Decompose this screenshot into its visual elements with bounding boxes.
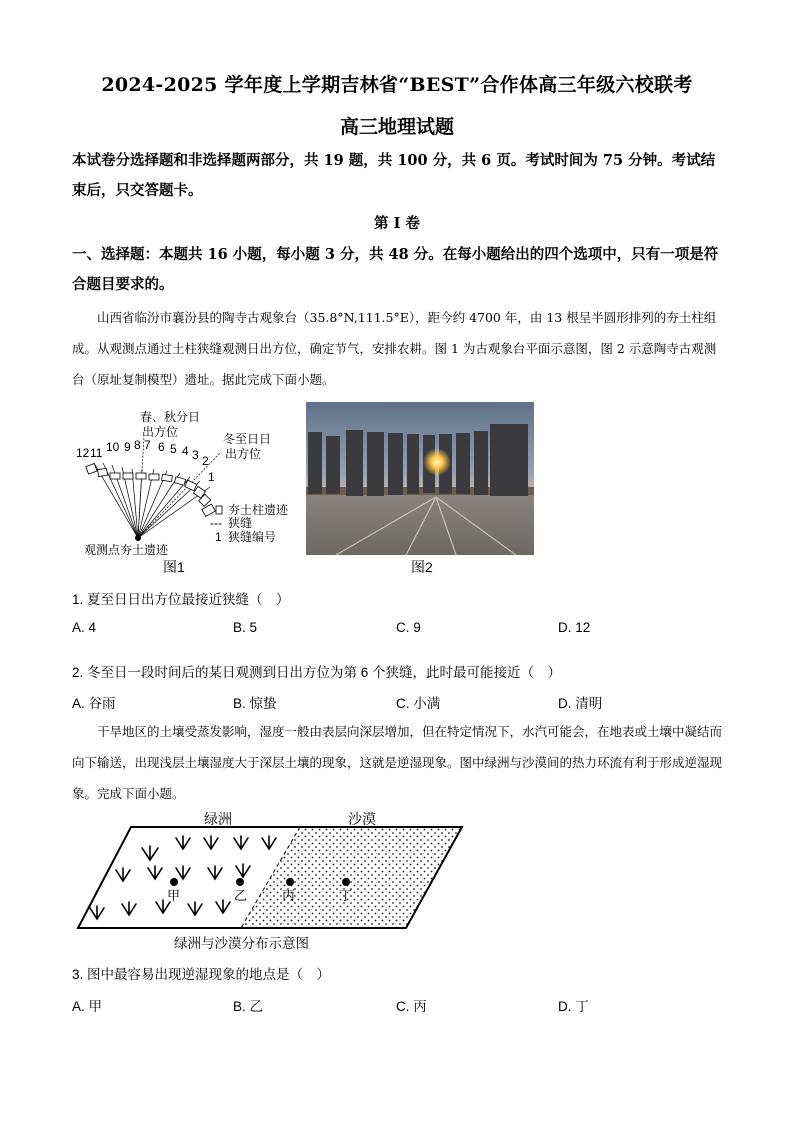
slit-number: 7 [144,438,151,452]
volume-heading: 第 I 卷 [374,215,420,232]
point-ding [342,878,350,886]
slit-number: 2 [202,454,209,468]
ground [306,492,534,555]
sun-glow [423,448,451,476]
slit-number: 6 [158,440,165,454]
winter-solstice-label: 冬至日日 [223,432,272,446]
point-jia-label: 甲 [167,888,181,903]
question-3-stem: 3. 图中最容易出现逆湿现象的地点是（ ） [72,967,331,982]
point-yi [236,878,244,886]
slit-number: 3 [192,448,199,462]
slit-number: 10 [106,440,120,454]
question-2-stem: 2. 冬至日一段时间后的某日观测到日出方位为第 6 个狭缝，此时最可能接近（ ） [72,665,562,680]
legend-pillar-symbol [216,506,222,514]
figure-2-photo [306,402,534,555]
section-heading: 一、选择题：本题共 16 小题，每小题 3 分，共 48 分。在每小题给出的四个选项中，只有一项是符合题目要求的。 [72,246,719,293]
observer-label: 观测点夯土遗迹 [84,543,169,557]
point-yi-label: 乙 [234,888,248,903]
material-paragraph-1: 山西省临汾市襄汾县的陶寺古观象台（35.8°N,111.5°E），距今约 4700 年，由 13 根呈半圆形排列的夯土柱组成。从观测点通过土柱狭缝观测日出方位，确定节气，安排农耕。图 1 为古观象台平面示意图，图 2 示意陶寺古观测台（原址复制模型）遗址。据此完成下面小题。 [72,310,717,387]
oasis-label: 绿洲 [204,811,232,827]
equinox-label: 春、秋分日 [140,410,201,424]
question-2-option-a[interactable]: A. 谷雨 [72,696,116,711]
legend-number-label: 狭缝编号 [228,530,277,544]
legend-slit-symbol: --- [210,516,222,530]
question-2-option-b[interactable]: B. 惊蛰 [233,696,277,711]
legend-pillar-label: 夯土柱遗迹 [228,503,289,517]
figure-1-diagram [76,405,308,565]
desert-label: 沙漠 [348,811,376,827]
material-paragraph-2: 干旱地区的土壤受蒸发影响，湿度一般由表层向深层增加，但在特定情况下，水汽可能会，在地表或土壤中凝结而向下输送，出现浅层土壤湿度大于深层土壤的现象，这就是逆湿现象。图中绿洲与沙漠间的热力环流有利于形成逆湿现象。完成下面小题。 [72,724,723,801]
question-3-option-b[interactable]: B. 乙 [233,999,264,1014]
point-bing-label: 丙 [282,888,296,903]
point-ding-label: 丁 [339,888,353,903]
legend-slit-label: 狭缝 [228,516,253,530]
question-1-option-b[interactable]: B. 5 [233,620,258,635]
question-1-option-d[interactable]: D. 12 [558,620,591,635]
point-bing [286,878,294,886]
question-1-option-a[interactable]: A. 4 [72,620,97,635]
question-3-option-c[interactable]: C. 丙 [396,999,427,1014]
exam-instructions: 本试卷分选择题和非选择题两部分，共 19 题，共 100 分，共 6 页。考试时间为 75 分钟。考试结束后，只交答题卡。 [72,152,716,199]
question-3-option-a[interactable]: A. 甲 [72,999,103,1014]
question-3-option-d[interactable]: D. 丁 [558,999,589,1014]
exam-title: 2024-2025 学年度上学期吉林省“BEST”合作体高三年级六校联考 [101,74,693,96]
question-1-option-c[interactable]: C. 9 [396,620,421,635]
question-2-option-c[interactable]: C. 小满 [396,696,441,711]
question-2-option-d[interactable]: D. 清明 [558,696,603,711]
point-jia [170,878,178,886]
slit-number: 8 [134,438,141,452]
winter-solstice-label: 出方位 [225,447,262,461]
slit-number: 1 [208,470,215,484]
legend-number-symbol: 1 [215,530,222,544]
figure-1-caption: 图1 [163,559,185,575]
equinox-label: 出方位 [142,425,179,439]
slit-number: 11 [90,446,103,460]
figure-3-diagram [76,810,468,955]
question-1-stem: 1. 夏至日日出方位最接近狭缝（ ） [72,592,290,607]
figure-3-caption: 绿洲与沙漠分布示意图 [174,936,309,951]
slit-number: 5 [170,442,177,456]
exam-subtitle: 高三地理试题 [339,116,454,138]
slit-number: 4 [182,444,189,458]
slit-number: 12 [76,446,90,460]
figure-2-caption: 图2 [411,559,433,575]
slit-number: 9 [124,440,131,454]
